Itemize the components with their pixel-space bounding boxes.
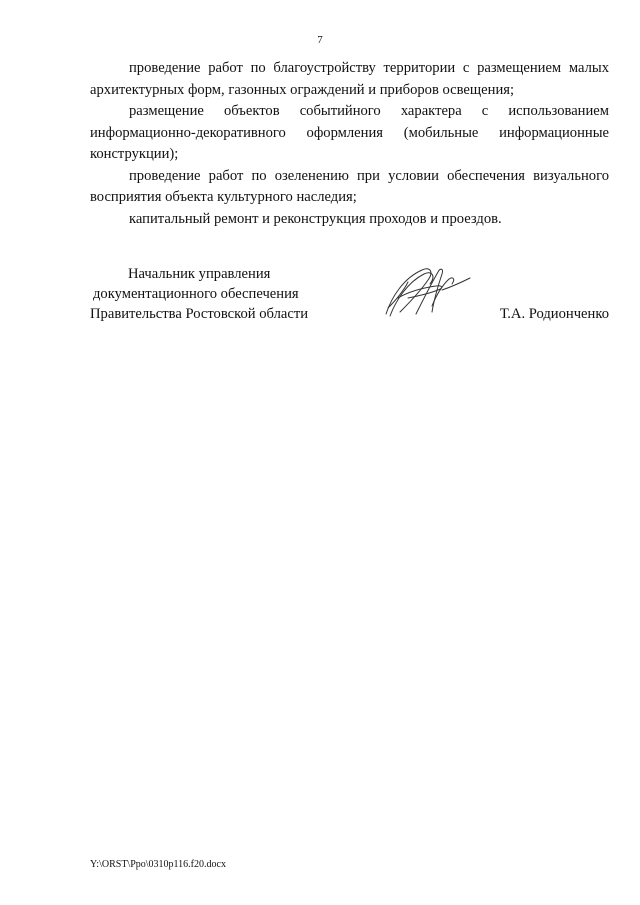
- signer-title-line: документационного обеспечения: [93, 286, 299, 302]
- signer-title-line: Начальник управления: [128, 266, 271, 282]
- signer-title: [90, 264, 308, 324]
- paragraph: проведение работ по благоустройству территории с размещением малых архитектурных форм, газонных ограждений и приборов освещения;: [90, 60, 609, 98]
- file-path: Y:\ORST\Ppo\0310p116.f20.docx: [90, 859, 226, 870]
- signature-block: [90, 264, 609, 334]
- handwritten-signature: [378, 256, 478, 326]
- signer-title-line: Правительства Ростовской области: [90, 306, 309, 322]
- body-text: [90, 58, 609, 230]
- page-number: 7: [317, 34, 323, 46]
- signer-name: Т.А. Родионченко: [499, 306, 609, 322]
- paragraph: проведение работ по озеленению при условии обеспечения визуального восприятия объекта культурного наследия;: [90, 167, 609, 205]
- paragraph: капитальный ремонт и реконструкция проходов и проездов.: [129, 210, 502, 227]
- paragraph: размещение объектов событийного характера с использованием информационно-декоративного оформления (мобильные информационные конструкции);: [90, 103, 609, 162]
